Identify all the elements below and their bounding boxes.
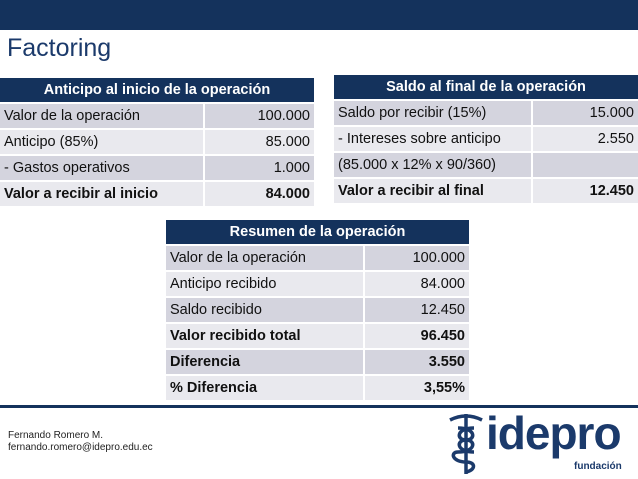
saldo-label: (85.000 x 12% x 90/360) (334, 152, 532, 178)
resumen-value: 84.000 (364, 271, 469, 297)
saldo-value (532, 152, 638, 178)
caduceus-icon (446, 410, 486, 476)
resumen-header: Resumen de la operación (166, 220, 469, 245)
logo-wordmark: idepro (486, 407, 621, 459)
anticipo-header: Anticipo al inicio de la operación (0, 78, 314, 103)
resumen-label: Saldo recibido (166, 297, 364, 323)
page-title: Factoring (7, 34, 112, 62)
anticipo-table (0, 78, 314, 206)
resumen-label: Valor recibido total (166, 323, 364, 349)
saldo-label: - Intereses sobre anticipo (334, 126, 532, 152)
anticipo-label: Valor a recibir al inicio (0, 181, 204, 206)
idepro-logo (446, 408, 636, 476)
resumen-label: Anticipo recibido (166, 271, 364, 297)
resumen-label: Diferencia (166, 349, 364, 375)
anticipo-value: 100.000 (204, 103, 314, 129)
anticipo-label: - Gastos operativos (0, 155, 204, 181)
saldo-label: Valor a recibir al final (334, 178, 532, 203)
logo-subtitle: fundación (574, 461, 622, 472)
anticipo-label: Valor de la operación (0, 103, 204, 129)
resumen-value: 12.450 (364, 297, 469, 323)
resumen-label: Valor de la operación (166, 245, 364, 271)
saldo-value: 12.450 (532, 178, 638, 203)
resumen-label: % Diferencia (166, 375, 364, 400)
resumen-value: 96.450 (364, 323, 469, 349)
saldo-value: 15.000 (532, 100, 638, 126)
resumen-value: 3,55% (364, 375, 469, 400)
resumen-table (166, 220, 469, 400)
author-name: Fernando Romero M. (8, 430, 104, 441)
saldo-header: Saldo al final de la operación (334, 75, 638, 100)
saldo-value: 2.550 (532, 126, 638, 152)
anticipo-value: 1.000 (204, 155, 314, 181)
anticipo-value: 85.000 (204, 129, 314, 155)
top-bar (0, 0, 638, 30)
author-email: fernando.romero@idepro.edu.ec (8, 442, 153, 453)
anticipo-value: 84.000 (204, 181, 314, 206)
saldo-table (334, 75, 638, 203)
anticipo-label: Anticipo (85%) (0, 129, 204, 155)
author-info (8, 430, 153, 454)
saldo-label: Saldo por recibir (15%) (334, 100, 532, 126)
resumen-value: 100.000 (364, 245, 469, 271)
resumen-value: 3.550 (364, 349, 469, 375)
